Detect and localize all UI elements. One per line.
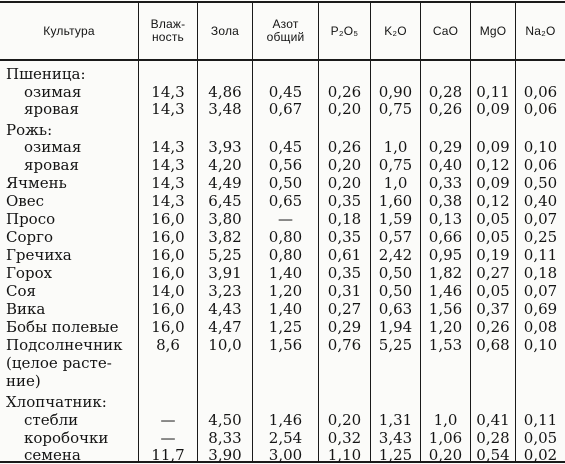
table-cell: 4,43 [208, 300, 242, 318]
table-cell: 3,48 [208, 100, 242, 118]
table-cell: 3,93 [208, 138, 242, 156]
table-cell: 1,56 [268, 336, 303, 354]
table-cell: 0,68 [476, 336, 510, 354]
table-cell: 0,37 [476, 300, 510, 318]
table-cell: 0,65 [268, 192, 303, 210]
table-cell: 1,10 [327, 446, 362, 464]
row-label: стебли [24, 411, 79, 429]
table-cell: 1,56 [428, 300, 463, 318]
table-cell: 0,29 [428, 138, 463, 156]
table-cell: 0,80 [268, 228, 303, 246]
table-cell: 1,40 [268, 300, 303, 318]
table-cell: 0,18 [327, 210, 362, 228]
table-cell: 0,33 [428, 174, 463, 192]
table-cell: 1,40 [268, 264, 303, 282]
table-cell: 16,0 [151, 264, 185, 282]
table-cell: 0,05 [476, 210, 510, 228]
table-cell: — [160, 411, 176, 429]
table-top-rule [0, 1, 565, 3]
table-cell: 0,20 [327, 156, 362, 174]
table-cell: 0,32 [327, 429, 362, 447]
table-cell: 0,50 [378, 282, 413, 300]
table-cell: 5,25 [378, 336, 413, 354]
table-cell: 0,02 [523, 446, 558, 464]
table-cell: 0,06 [523, 83, 558, 101]
table-cell: 0,20 [428, 446, 463, 464]
table-cell: 4,50 [208, 411, 242, 429]
table-cell: 16,0 [151, 210, 185, 228]
row-label: Вика [6, 300, 46, 318]
header-ash: Зола [210, 23, 240, 38]
table-cell: 0,45 [268, 83, 303, 101]
row-label: Гречиха [6, 246, 72, 264]
table-cell: 16,0 [151, 300, 185, 318]
table-cell: 3,91 [208, 264, 242, 282]
table-cell: 0,26 [428, 100, 463, 118]
table-cell: 0,09 [476, 138, 510, 156]
header-p2o5: P₂O₅ [330, 23, 359, 38]
table-cell: 0,50 [268, 174, 303, 192]
table-cell: 0,61 [327, 246, 362, 264]
table-cell: 0,50 [523, 174, 558, 192]
table-cell: 0,09 [476, 174, 510, 192]
table-cell: 14,3 [151, 174, 185, 192]
row-label: Бобы полевые [6, 318, 119, 336]
table-cell: 0,26 [327, 138, 362, 156]
header-bottom-rule [0, 59, 565, 61]
table-cell: 0,06 [523, 156, 558, 174]
table-cell: 0,90 [378, 83, 413, 101]
table-cell: 1,46 [268, 411, 303, 429]
table-cell: 0,29 [327, 318, 362, 336]
table-cell: 0,12 [476, 156, 510, 174]
row-label: Сорго [6, 228, 53, 246]
row-label: Пшеница: [6, 65, 86, 83]
table-cell: 0,19 [476, 246, 510, 264]
table-cell: 0,13 [428, 210, 463, 228]
table-cell: 0,25 [523, 228, 558, 246]
table-cell: 0,67 [268, 100, 303, 118]
row-label: Хлопчатник: [6, 393, 107, 411]
table-cell: 5,25 [208, 246, 242, 264]
table-cell: 0,18 [523, 264, 558, 282]
table-cell: 0,41 [476, 411, 510, 429]
table-cell: 14,3 [151, 156, 185, 174]
table-cell: 0,56 [268, 156, 303, 174]
table-cell: 4,86 [208, 83, 242, 101]
table-cell: 6,45 [208, 192, 242, 210]
row-label: яровая [24, 156, 79, 174]
table-cell: 4,49 [208, 174, 242, 192]
header-culture: Культура [43, 23, 95, 38]
table-cell: 3,43 [378, 429, 413, 447]
table-cell: 3,00 [268, 446, 303, 464]
table-cell: 2,54 [268, 429, 303, 447]
table-cell: 14,3 [151, 192, 185, 210]
table-cell: 2,42 [378, 246, 413, 264]
row-label: Подсолнечник [6, 336, 123, 354]
row-label: Ячмень [6, 174, 67, 192]
table-cell: 0,11 [523, 246, 558, 264]
row-label: озимая [24, 83, 82, 101]
table-cell: 3,82 [208, 228, 242, 246]
table-cell: 16,0 [151, 228, 185, 246]
row-label: семена [24, 446, 81, 464]
table-cell: 3,80 [208, 210, 242, 228]
table-cell: 0,09 [476, 100, 510, 118]
table-cell: 8,6 [156, 336, 180, 354]
table-cell: 14,3 [151, 83, 185, 101]
header-total-nitrogen: Азот общий [266, 17, 305, 44]
table-cell: 0,76 [327, 336, 362, 354]
table-cell: 0,35 [327, 228, 362, 246]
table-cell: — [278, 210, 293, 228]
table-cell: 0,40 [523, 192, 558, 210]
table-cell: 1,60 [378, 192, 413, 210]
table-cell: 0,63 [378, 300, 413, 318]
table-cell: 0,35 [327, 264, 362, 282]
table-cell: 0,75 [378, 156, 413, 174]
table-cell: 0,11 [523, 411, 558, 429]
row-label: Овес [6, 192, 45, 210]
table-cell: 0,12 [476, 192, 510, 210]
table-cell: 0,57 [378, 228, 413, 246]
table-cell: 0,69 [523, 300, 558, 318]
table-cell: 1,25 [268, 318, 303, 336]
header-cao: CaO [432, 23, 459, 38]
table-cell: 1,31 [378, 411, 413, 429]
row-label: Горох [6, 264, 53, 282]
table-cell: 0,66 [428, 228, 463, 246]
table-cell: 0,26 [476, 318, 510, 336]
table-cell: 1,59 [378, 210, 413, 228]
table-cell: 0,07 [523, 210, 558, 228]
table-cell: 0,38 [428, 192, 463, 210]
table-cell: 1,0 [383, 138, 408, 156]
table-cell: 0,31 [327, 282, 362, 300]
table-cell: 0,05 [476, 282, 510, 300]
table-cell: 1,53 [428, 336, 463, 354]
table-cell: 0,27 [327, 300, 362, 318]
row-label: коробочки [24, 429, 109, 447]
table-cell: 0,20 [327, 100, 362, 118]
table-cell: 1,20 [428, 318, 463, 336]
header-moisture: Влаж- ность [150, 17, 186, 44]
table-cell: 0,35 [327, 192, 362, 210]
table-cell: 0,75 [378, 100, 413, 118]
table-cell: 11,7 [151, 446, 185, 464]
table-cell: 0,80 [268, 246, 303, 264]
row-label: яровая [24, 100, 79, 118]
table-cell: 1,46 [428, 282, 463, 300]
table-cell: 0,45 [268, 138, 303, 156]
table-cell: 0,06 [523, 100, 558, 118]
table-cell: 0,54 [476, 446, 510, 464]
table-cell: 1,0 [433, 411, 458, 429]
row-label: озимая [24, 138, 82, 156]
table-cell: 0,27 [476, 264, 510, 282]
table-cell: 0,50 [378, 264, 413, 282]
table-cell: 0,20 [327, 411, 362, 429]
table-cell: 0,10 [523, 138, 558, 156]
row-label: ние) [6, 372, 41, 390]
table-cell: 0,28 [428, 83, 463, 101]
header-mgo: MgO [479, 23, 507, 38]
table-cell: 0,10 [523, 336, 558, 354]
table-cell: — [160, 429, 176, 447]
table-cell: 0,05 [476, 228, 510, 246]
table-cell: 16,0 [151, 318, 185, 336]
table-cell: 0,95 [428, 246, 463, 264]
table-cell: 1,25 [378, 446, 413, 464]
table-cell: 8,33 [208, 429, 242, 447]
table-cell: 16,0 [151, 246, 185, 264]
table-cell: 1,20 [268, 282, 303, 300]
table-cell: 14,0 [151, 282, 185, 300]
table-cell: 14,3 [151, 100, 185, 118]
table-cell: 0,08 [523, 318, 558, 336]
row-label: Просо [6, 210, 56, 228]
table-cell: 1,94 [378, 318, 413, 336]
table-cell: 1,0 [383, 174, 408, 192]
table-cell: 0,05 [523, 429, 558, 447]
header-na2o: Na₂O [525, 23, 556, 38]
table-cell: 1,06 [428, 429, 463, 447]
table-cell: 3,90 [208, 446, 242, 464]
table-cell: 1,82 [428, 264, 463, 282]
table-cell: 0,07 [523, 282, 558, 300]
table-cell: 3,23 [208, 282, 242, 300]
header-k2o: K₂O [384, 23, 407, 38]
row-label: Рожь: [6, 121, 53, 139]
table-cell: 0,26 [327, 83, 362, 101]
row-label: Соя [6, 282, 36, 300]
table-cell: 14,3 [151, 138, 185, 156]
table-cell: 10,0 [208, 336, 242, 354]
table-cell: 0,20 [327, 174, 362, 192]
table-cell: 4,20 [208, 156, 242, 174]
table-cell: 4,47 [208, 318, 242, 336]
row-label: (целое расте- [6, 354, 112, 372]
table-cell: 0,11 [476, 83, 510, 101]
table-cell: 0,28 [476, 429, 510, 447]
table-cell: 0,40 [428, 156, 463, 174]
